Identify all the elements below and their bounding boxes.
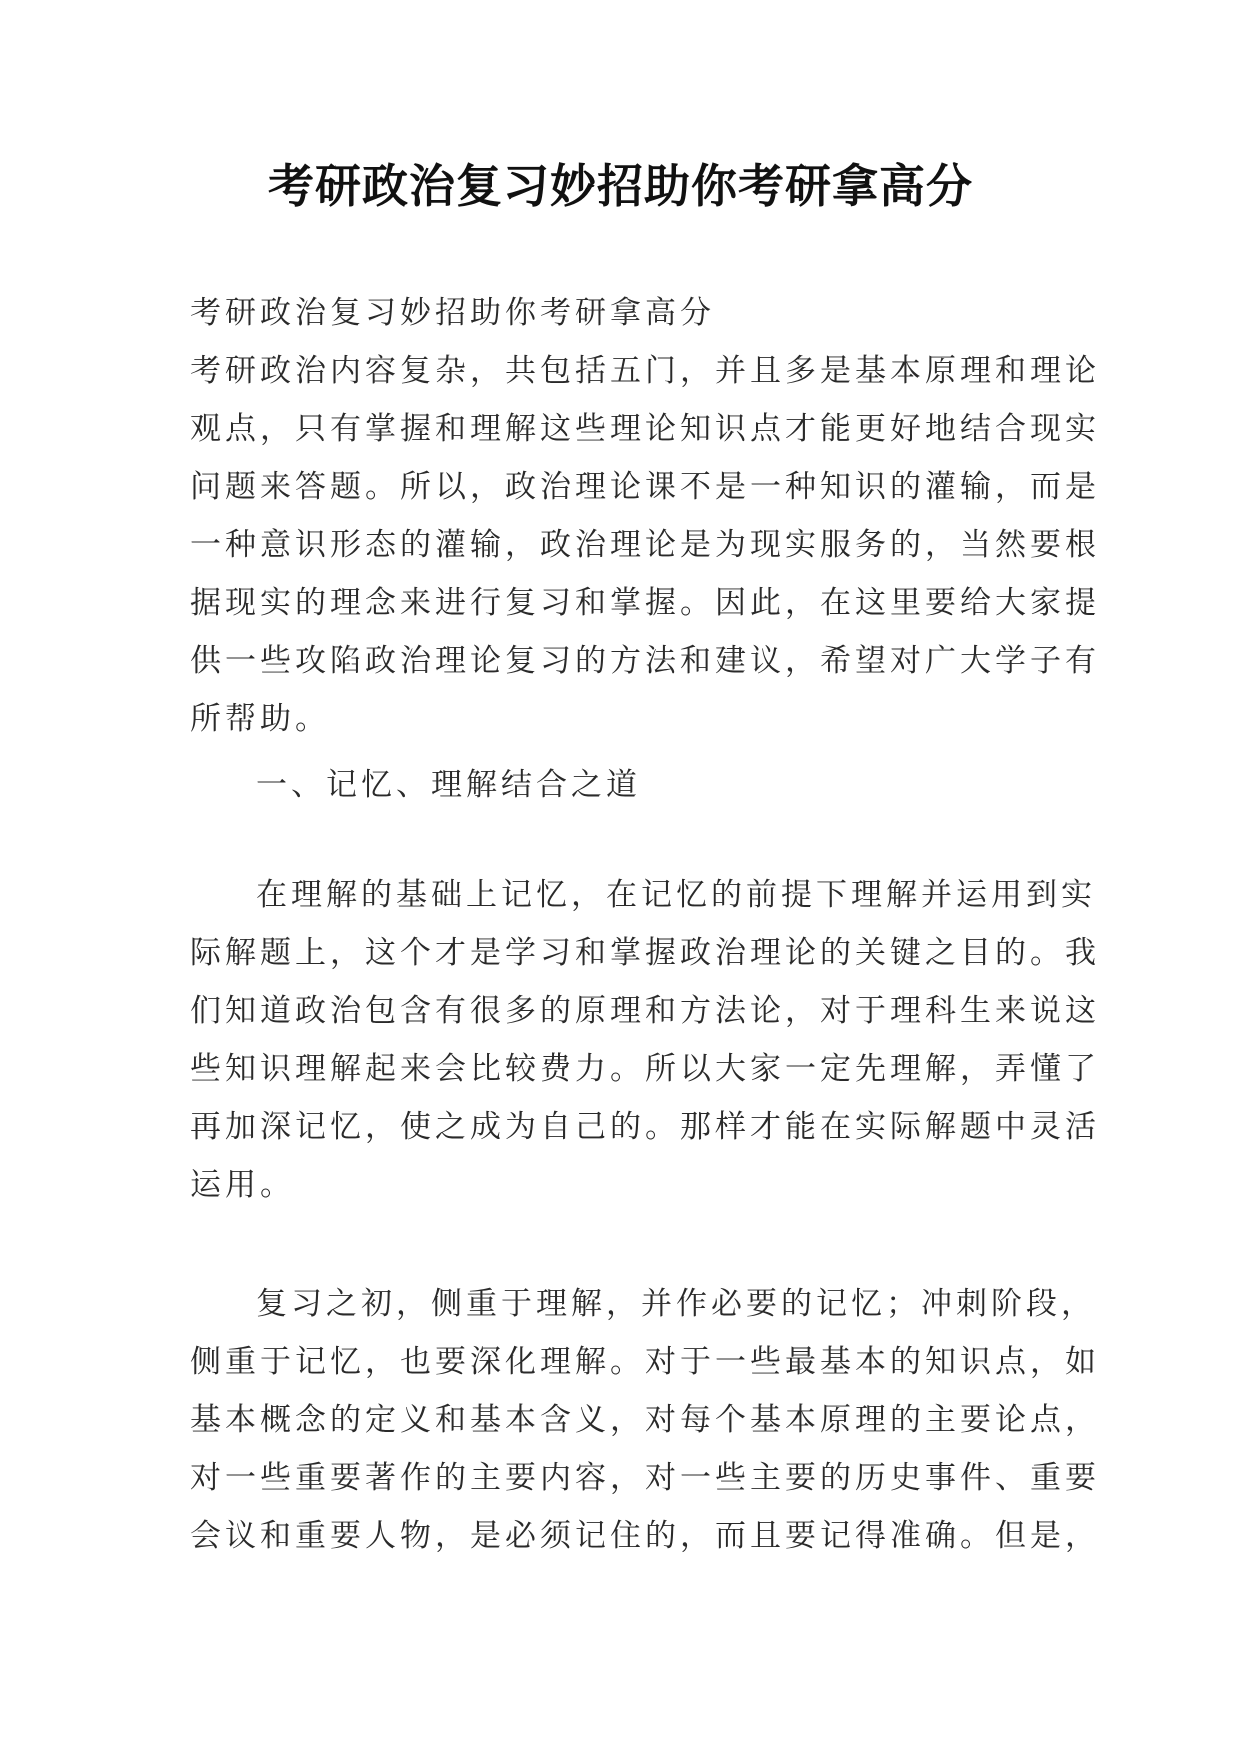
intro-line: 据现实的理念来进行复习和掌握。因此，在这里要给大家提 (190, 585, 1100, 621)
intro-line: 观点，只有掌握和理解这些理论知识点才能更好地结合现实 (190, 411, 1100, 447)
paragraph-line: 再加深记忆，使之成为自己的。那样才能在实际解题中灵活 (190, 1109, 1100, 1145)
intro-line: 一种意识形态的灌输，政治理论是为现实服务的，当然要根 (190, 527, 1100, 563)
paragraph-1 (190, 866, 1100, 1214)
section-heading: 一、记忆、理解结合之道 (256, 767, 641, 803)
paragraph-line: 些知识理解起来会比较费力。所以大家一定先理解，弄懂了 (190, 1051, 1100, 1087)
paragraph-line: 们知道政治包含有很多的原理和方法论，对于理科生来说这 (190, 993, 1100, 1029)
intro-line: 问题来答题。所以，政治理论课不是一种知识的灌输，而是 (190, 469, 1100, 505)
paragraph-line: 会议和重要人物，是必须记住的，而且要记得准确。但是， (190, 1518, 1100, 1554)
paragraph-line: 际解题上，这个才是学习和掌握政治理论的关键之目的。我 (190, 935, 1100, 971)
intro-line: 所帮助。 (190, 701, 330, 737)
section-heading-block (190, 756, 1062, 814)
intro-line: 考研政治内容复杂，共包括五门，并且多是基本原理和理论 (190, 353, 1100, 389)
paragraph-line: 复习之初，侧重于理解，并作必要的记忆；冲刺阶段， (256, 1286, 1096, 1322)
paragraph-line: 侧重于记忆，也要深化理解。对于一些最基本的知识点，如 (190, 1344, 1100, 1380)
paragraph-line: 基本概念的定义和基本含义，对每个基本原理的主要论点， (190, 1402, 1100, 1438)
paragraph-2 (190, 1275, 1100, 1565)
intro-line: 供一些攻陷政治理论复习的方法和建议，希望对广大学子有 (190, 643, 1100, 679)
paragraph-line: 在理解的基础上记忆，在记忆的前提下理解并运用到实 (256, 877, 1096, 913)
subtitle-line: 考研政治复习妙招助你考研拿高分 (190, 295, 715, 331)
document-title: 考研政治复习妙招助你考研拿高分 (268, 159, 973, 213)
paragraph-line: 运用。 (190, 1167, 295, 1203)
paragraph-line: 对一些重要著作的主要内容，对一些主要的历史事件、重要 (190, 1460, 1100, 1496)
intro-block (190, 284, 1100, 748)
